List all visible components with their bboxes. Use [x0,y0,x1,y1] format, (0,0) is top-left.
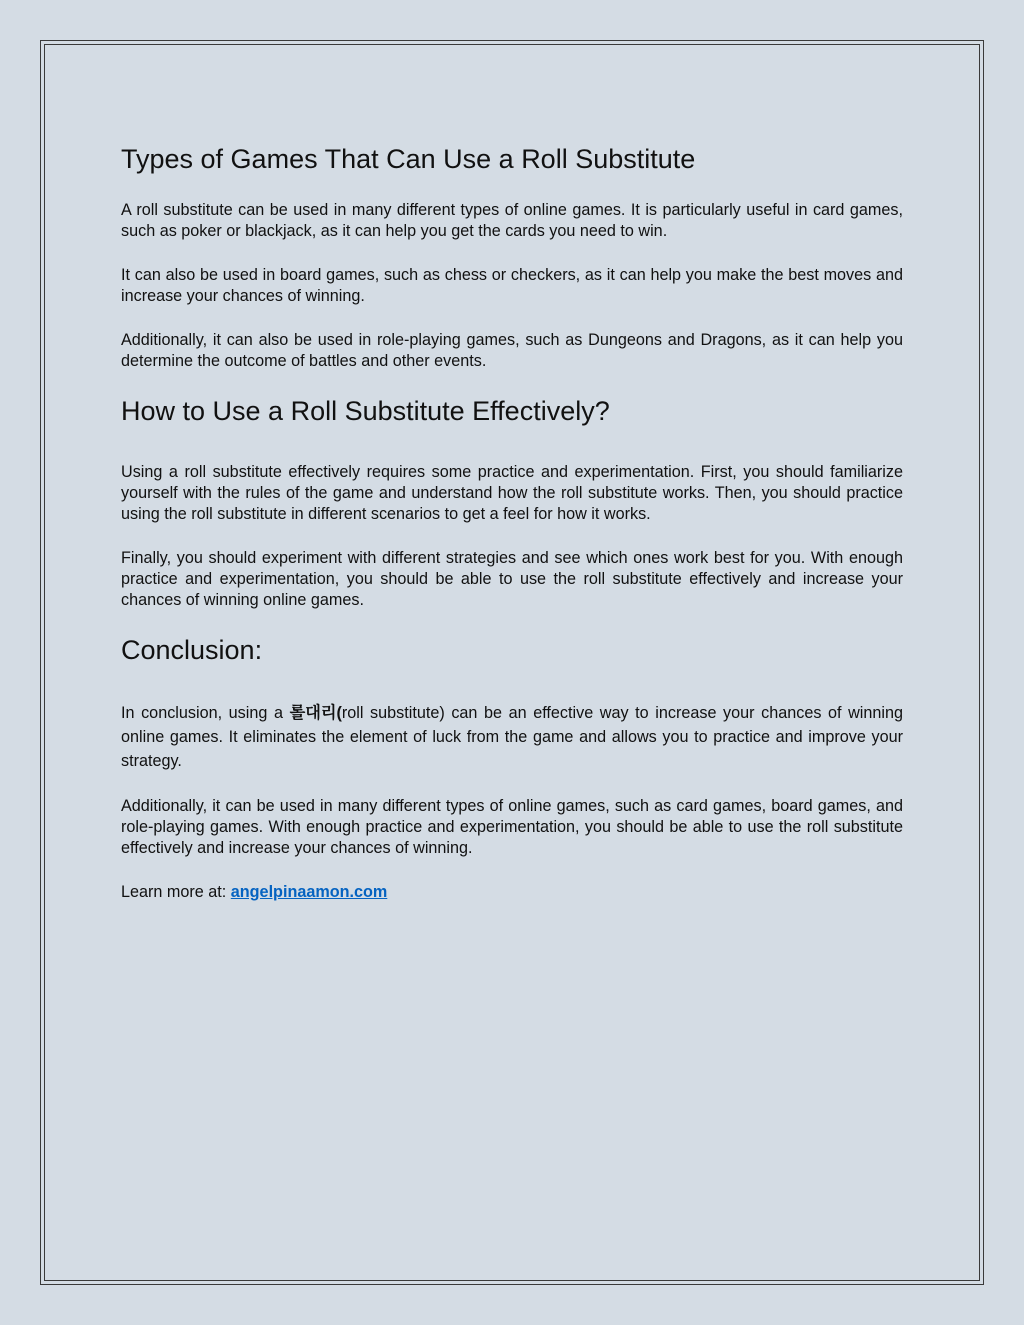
paragraph: Additionally, it can also be used in role-playing games, such as Dungeons and Dragons, as it can help you determine the outcome of battles and other events. [121,331,903,370]
heading-conclusion: Conclusion: [121,635,263,665]
conclusion-paragraph [121,701,903,773]
paragraph: It can also be used in board games, such as chess or checkers, as it can help you make the best moves and increase your chances of winning. [121,266,903,305]
conclusion-prefix: In conclusion, using a [121,704,290,722]
heading-types-of-games: Types of Games That Can Use a Roll Substitute [121,144,696,174]
conclusion-keyword: 롤대리( [289,704,342,722]
paragraph: A roll substitute can be used in many different types of online games. It is particularly useful in card games, such as poker or blackjack, as it can help you get the cards you need to win. [121,201,903,240]
heading-how-to-use: How to Use a Roll Substitute Effectively? [121,396,610,426]
learn-more-label: Learn more at: [121,883,231,901]
document-content [121,142,903,903]
conclusion-suffix: roll substitute) can be an effective way to increase your chances of winning online games. It eliminates the element of luck from the game and allows you to practice and improve your strategy. [121,704,903,770]
learn-more-line [121,882,903,903]
paragraph: Finally, you should experiment with different strategies and see which ones work best for you. With enough practice and experimentation, you should be able to use the roll substitute effectively and increase your chances of winning online games. [121,549,903,609]
paragraph: Using a roll substitute effectively requires some practice and experimentation. First, you should familiarize yourself with the rules of the game and understand how the roll substitute works. Then, you should practice using the roll substitute in different scenarios to get a feel for how it works. [121,463,903,523]
learn-more-link[interactable]: angelpinaamon.com [230,883,388,901]
paragraph: Additionally, it can be used in many different types of online games, such as card games, board games, and role-playing games. With enough practice and experimentation, you should be able to use the roll substitute effectively and increase your chances of winning. [121,797,903,857]
